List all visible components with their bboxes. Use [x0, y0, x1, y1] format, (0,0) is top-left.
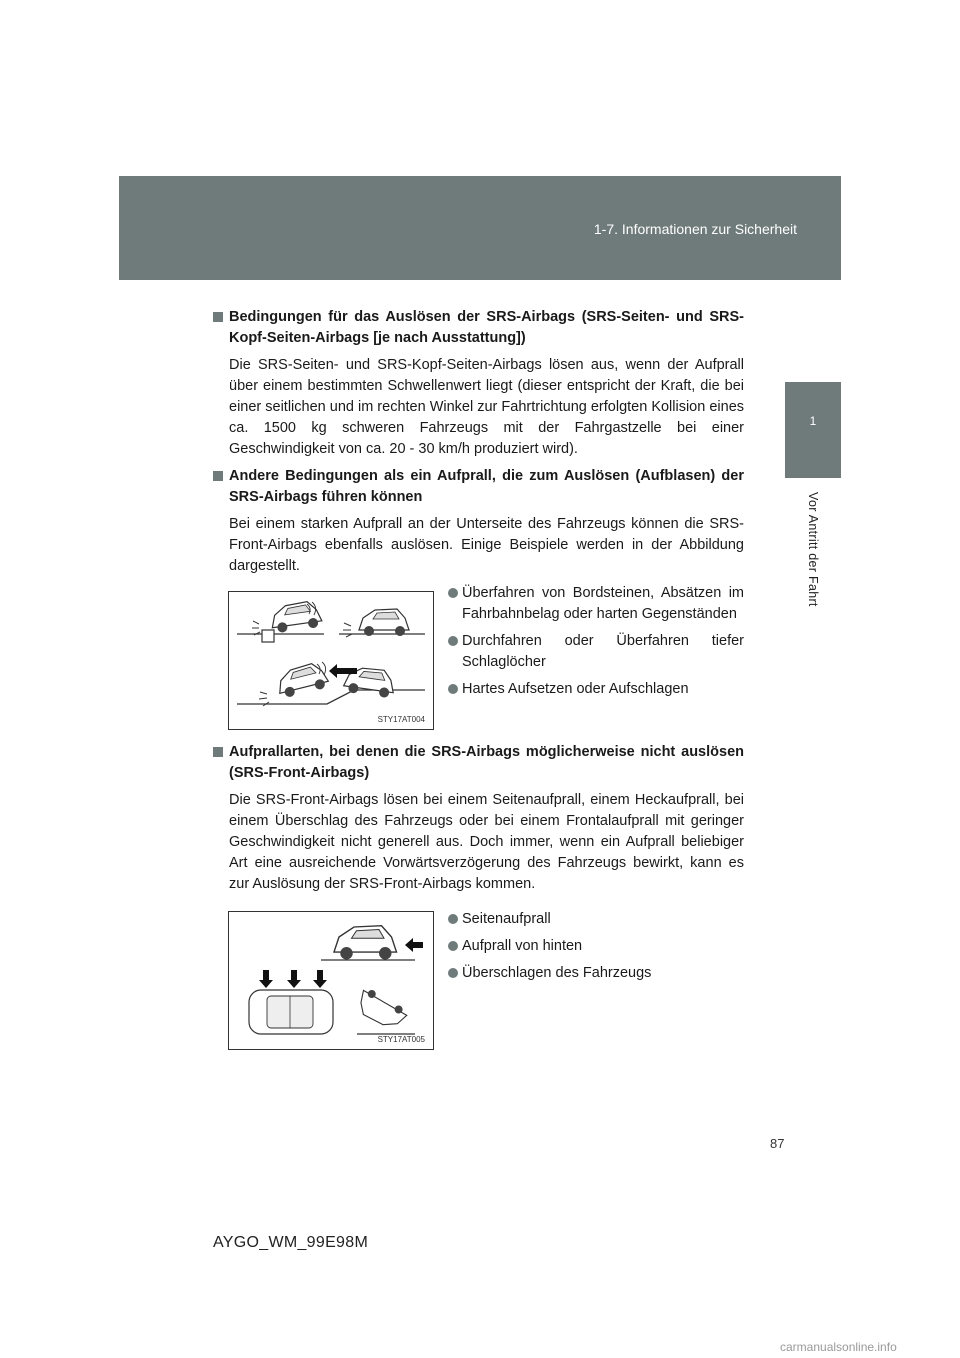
section-heading-no-deploy: Aufprallarten, bei denen die SRS-Airbags möglicherweise nicht auslösen (SRS-Front-Airbags)	[213, 742, 744, 784]
chapter-header	[119, 176, 841, 280]
square-bullet-icon	[213, 471, 223, 481]
section-heading-other-conditions: Andere Bedingungen als ein Aufprall, die zum Auslösen (Aufblasen) der SRS-Airbags führen können	[213, 466, 744, 508]
underbody-impact-illustration	[228, 591, 434, 730]
round-bullet-icon	[448, 968, 458, 978]
chapter-title: 1-7. Informationen zur Sicherheit	[593, 221, 797, 237]
round-bullet-icon	[448, 588, 458, 598]
round-bullet-icon	[448, 941, 458, 951]
page-number: 87	[770, 1136, 785, 1151]
figure-row-no-deploy	[213, 911, 744, 1050]
impact-types-drawing	[229, 912, 433, 1049]
section-text-no-deploy: Die SRS-Front-Airbags lösen bei einem Seitenaufprall, einem Heckaufprall, bei einem Überschlag des Fahrzeugs oder bei einem Frontalaufprall mit geringer Geschwindigkeit nicht generell aus. Doch immer, wenn ein Aufprall beliebiger Art eine ausreichende Vorwärtsverzögerung des Fahrzeugs bewirkt, kann es zur Auslösung der SRS-Front-Airbags kommen.	[229, 792, 744, 892]
figure-code: STY17AT005	[377, 1035, 425, 1044]
section-heading-side-airbags: Bedingungen für das Auslösen der SRS-Airbags (SRS-Seiten- und SRS-Kopf-Seiten-Airbags [je nach Ausstattung])	[213, 307, 744, 349]
list-item: Durchfahren oder Überfahren tiefer Schlaglöcher	[448, 631, 744, 673]
chapter-number: 1	[809, 414, 817, 428]
main-content	[213, 307, 744, 1062]
impact-types-list	[434, 909, 744, 990]
list-item: Hartes Aufsetzen oder Aufschlagen	[448, 679, 744, 700]
figure-code: STY17AT004	[377, 715, 425, 724]
square-bullet-icon	[213, 747, 223, 757]
round-bullet-icon	[448, 914, 458, 924]
list-item: Überschlagen des Fahrzeugs	[448, 963, 744, 984]
chapter-side-tab	[785, 382, 841, 478]
underbody-conditions-list	[434, 583, 744, 706]
watermark: carmanualsonline.info	[780, 1340, 897, 1354]
list-item: Überfahren von Bordsteinen, Absätzen im Fahrbahnbelag oder harten Gegenständen	[448, 583, 744, 625]
section-text-side-airbags: Die SRS-Seiten- und SRS-Kopf-Seiten-Airbags lösen aus, wenn der Aufprall über einem bestimmten Schwellenwert liegt (dieser entspricht der Kraft, die bei einer seitlichen und im rechten Winkel zur Fahrtrichtung erfolgten Kollision eines ca. 1500 kg schweren Fahrzeugs mit der Fahrgastzelle bei einer Geschwindigkeit von ca. 20 - 30 km/h produziert wird).	[229, 357, 745, 457]
round-bullet-icon	[448, 636, 458, 646]
square-bullet-icon	[213, 312, 223, 322]
round-bullet-icon	[448, 684, 458, 694]
document-code: AYGO_WM_99E98M	[213, 1234, 369, 1251]
section-text-other-conditions: Bei einem starken Aufprall an der Unterseite des Fahrzeugs können die SRS-Front-Airbags ebenfalls auslösen. Einige Beispiele werden in der Abbildung dargestellt.	[229, 516, 744, 574]
figure-row-underbody	[213, 583, 744, 730]
chapter-side-label: Vor Antritt der Fahrt	[806, 492, 820, 607]
list-item: Aufprall von hinten	[448, 936, 744, 957]
impact-types-illustration	[228, 911, 434, 1050]
list-item: Seitenaufprall	[448, 909, 744, 930]
underbody-impact-drawing	[229, 592, 433, 729]
